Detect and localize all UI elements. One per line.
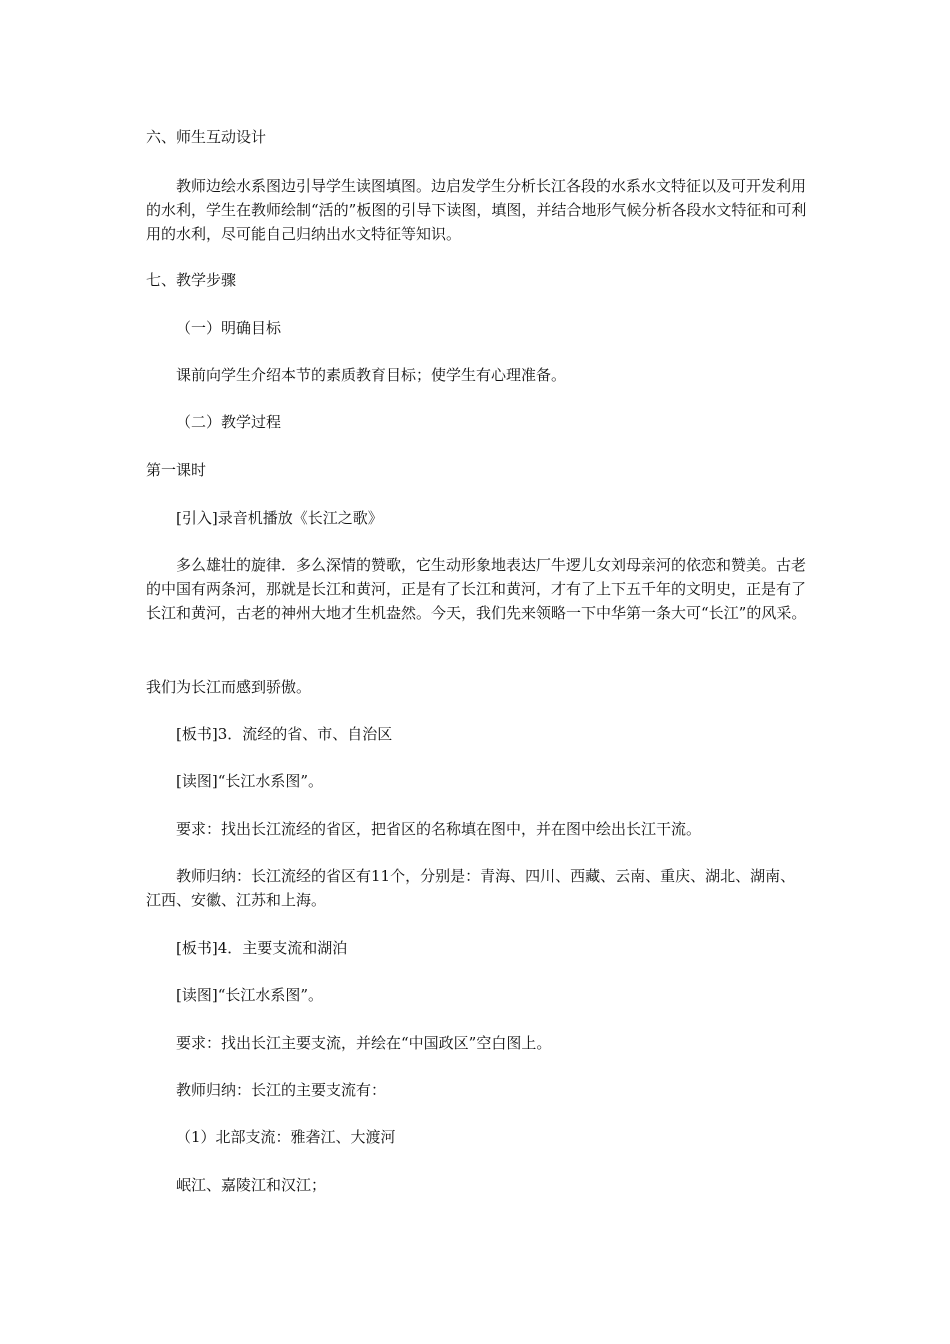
- paragraph-interaction-description: 教师边绘水系图边引导学生读图填图。边启发学生分析长江各段的水系水文特征以及可开发利用的水利，学生在教师绘制“活的”板图的引导下读图，填图，并结合地形气候分析各段水文特征和可利用的水利，尽可能自己归纳出水文特征等知识。: [146, 177, 807, 243]
- paragraph-pride: 我们为长江而感到骄傲。: [146, 678, 312, 696]
- section-heading-teaching-steps: 七、教学步骤: [146, 271, 237, 289]
- board-note-tributaries: [板书]4．主要支流和湖泊: [176, 939, 348, 957]
- subheading-teaching-process: （二）教学过程: [176, 413, 282, 431]
- paragraph-river-praise: 多么雄壮的旋律．多么深情的赞歌，它生动形象地表达厂牛逻儿女刘母亲河的依恋和赞美。古老的中国有两条河，那就是长江和黄河，正是有了长江和黄河，才有了上下五千年的文明史，正是有了长江和黄河，古老的神州大地才生机盎然。今天，我们先来领略一下中华第一条大可“长江”的风采。: [146, 556, 807, 622]
- lesson-label-first-period: 第一课时: [146, 461, 207, 479]
- section-heading-interaction-design: 六、师生互动设计: [146, 128, 267, 146]
- paragraph-goals: 课前向学生介绍本节的素质教育目标；使学生有心理准备。: [176, 366, 567, 384]
- requirement-provinces: 要求：找出长江流经的省区，把省区的名称填在图中，并在图中绘出长江干流。: [176, 820, 702, 838]
- subheading-clear-goals: （一）明确目标: [176, 319, 282, 337]
- board-note-provinces: [板书]3．流经的省、市、自治区: [176, 725, 393, 743]
- read-map-note-2: [读图]“长江水系图”。: [176, 986, 324, 1004]
- list-item-north-tributaries: （1）北部支流：雅砻江、大渡河: [176, 1128, 396, 1146]
- read-map-note-1: [读图]“长江水系图”。: [176, 772, 324, 790]
- paragraph-introduction: [引入]录音机播放《长江之歌》: [176, 509, 383, 527]
- teacher-summary-tributaries: 教师归纳：长江的主要支流有：: [176, 1081, 387, 1099]
- requirement-tributaries: 要求：找出长江主要支流，并绘在“中国政区”空白图上。: [176, 1034, 552, 1052]
- teacher-summary-provinces: 教师归纳：长江流经的省区有11个，分别是：青海、四川、西藏、云南、重庆、湖北、湖南、江西、安徽、江苏和上海。: [146, 867, 796, 909]
- list-item-more-tributaries: 岷江、嘉陵江和汉江；: [176, 1176, 327, 1194]
